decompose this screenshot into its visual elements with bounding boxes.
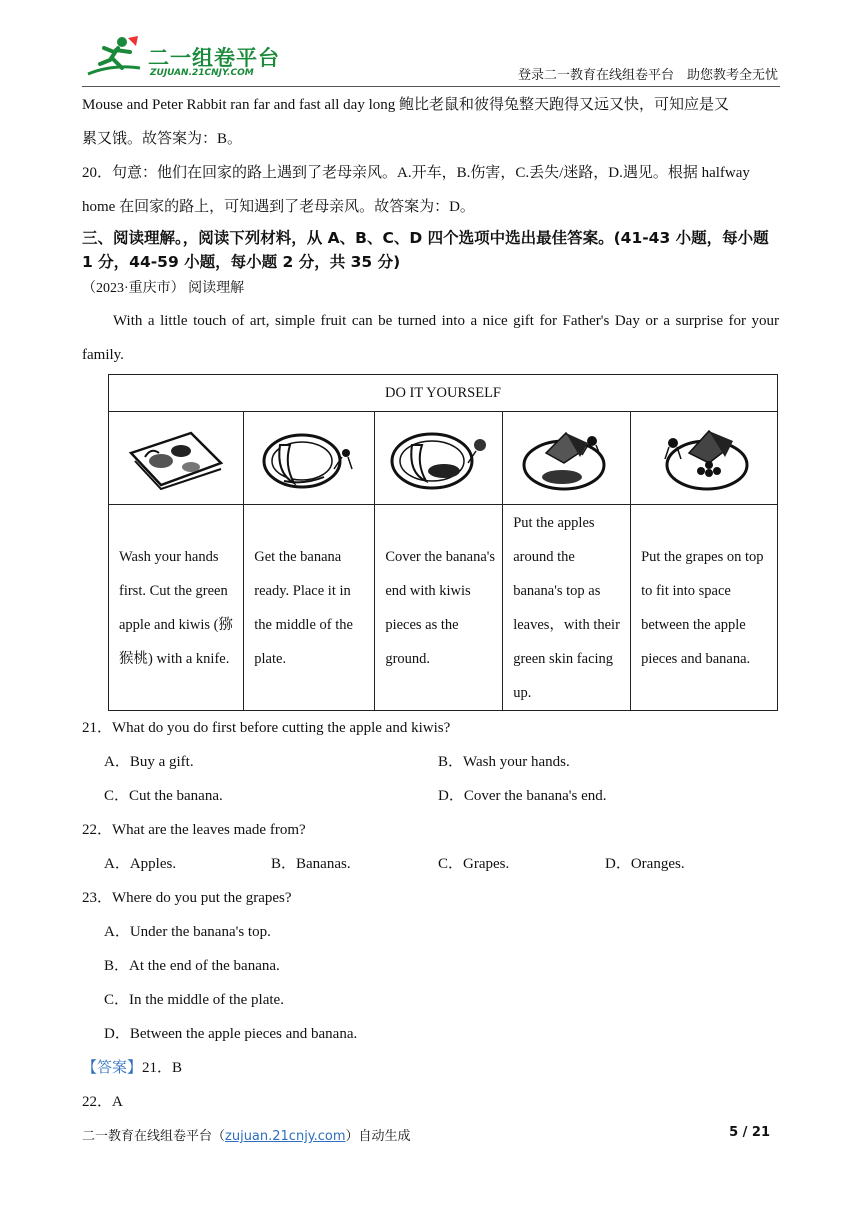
option: C．In the middle of the plate. — [104, 992, 284, 1008]
footer-suffix: ）自动生成 — [345, 1129, 411, 1144]
step-cell: Wash your hands first. Cut the green apple and kiwis (猕猴桃) with a knife. — [109, 505, 244, 711]
option: C．Grapes. — [438, 856, 510, 872]
footer-link[interactable]: zujuan.21cnjy.com — [225, 1129, 346, 1144]
logo-subtext: ZUJUAN.21CNJY.COM — [150, 68, 254, 78]
option: B．Bananas. — [271, 856, 351, 872]
step-cell: Get the banana ready. Place it in the middle of the plate. — [244, 505, 375, 711]
runner-logo-icon — [82, 34, 146, 80]
page-header — [82, 34, 780, 87]
table-title: DO IT YOURSELF — [109, 375, 778, 412]
option: B．Wash your hands. — [438, 754, 570, 770]
option: D．Oranges. — [605, 856, 685, 872]
answer-22: 22．A — [82, 1094, 123, 1110]
step-cell: Put the apples around the banana's top as leaves，with their green skin facing up. — [503, 505, 631, 711]
question-stem: 21．What do you do first before cutting the apple and kiwis? — [82, 720, 451, 736]
option: A．Buy a gift. — [104, 754, 194, 770]
banana-kiwi-plate-icon — [375, 412, 503, 505]
option: D．Cover the banana's end. — [438, 788, 607, 804]
banana-plate-icon — [244, 412, 375, 505]
cutting-board-fruit-icon — [109, 412, 244, 505]
q20-explanation-cont: home 在回家的路上，可知遇到了老母亲风。故答案为：D。 — [82, 199, 475, 215]
section-heading: 三、阅读理解。，阅读下列材料，从 A、B、C、D 四个选项中选出最佳答案。(41-43 小题，每小题 1 分，44-59 小题，每小题 2 分，共 35 分) — [82, 229, 769, 271]
options-row — [82, 847, 779, 881]
diy-table — [108, 374, 778, 711]
document-content — [82, 88, 779, 1119]
logo-text: 二一组卷平台 — [148, 46, 280, 70]
paragraph-line: Mouse and Peter Rabbit ran far and fast all day long 鲍比老鼠和彼得兔整天跑得又远又快，可知应是又 — [82, 97, 729, 113]
page-footer — [82, 1125, 780, 1144]
page-number: 5 / 21 — [729, 1125, 770, 1140]
source-label: （2023·重庆市） 阅读理解 — [82, 281, 245, 296]
answer-tag: 【答案】 — [82, 1060, 143, 1076]
options-row — [82, 779, 779, 813]
paragraph-line: 累又饿。故答案为：B。 — [82, 131, 243, 147]
step-cell: Cover the banana's end with kiwis pieces as the ground. — [375, 505, 503, 711]
option: A．Under the banana's top. — [104, 924, 271, 940]
question-stem: 22．What are the leaves made from? — [82, 822, 306, 838]
question-stem: 23．Where do you put the grapes? — [82, 890, 292, 906]
option: B．At the end of the banana. — [104, 958, 280, 974]
answer-21: 21．B — [142, 1060, 183, 1076]
logo[interactable] — [82, 34, 312, 82]
footer-prefix: 二一教育在线组卷平台（ — [82, 1129, 226, 1144]
apple-leaves-plate-icon — [503, 412, 631, 505]
intro-paragraph: With a little touch of art, simple fruit can be turned into a nice gift for Father's Day or a surprise for your family. — [82, 313, 779, 363]
option: D．Between the apple pieces and banana. — [104, 1026, 358, 1042]
header-slogan: 登录二一教育在线组卷平台 助您教考全无忧 — [517, 68, 778, 83]
options-row — [82, 745, 779, 779]
option: A．Apples. — [104, 856, 177, 872]
step-cell: Put the grapes on top to fit into space between the apple pieces and banana. — [631, 505, 778, 711]
option: C．Cut the banana. — [104, 788, 223, 804]
q20-explanation: 20．句意：他们在回家的路上遇到了老母亲风。A.开车，B.伤害，C.丢失/迷路，D.遇见。根据 halfway — [82, 165, 750, 181]
grapes-plate-icon — [631, 412, 778, 505]
answer-line — [82, 1051, 779, 1085]
